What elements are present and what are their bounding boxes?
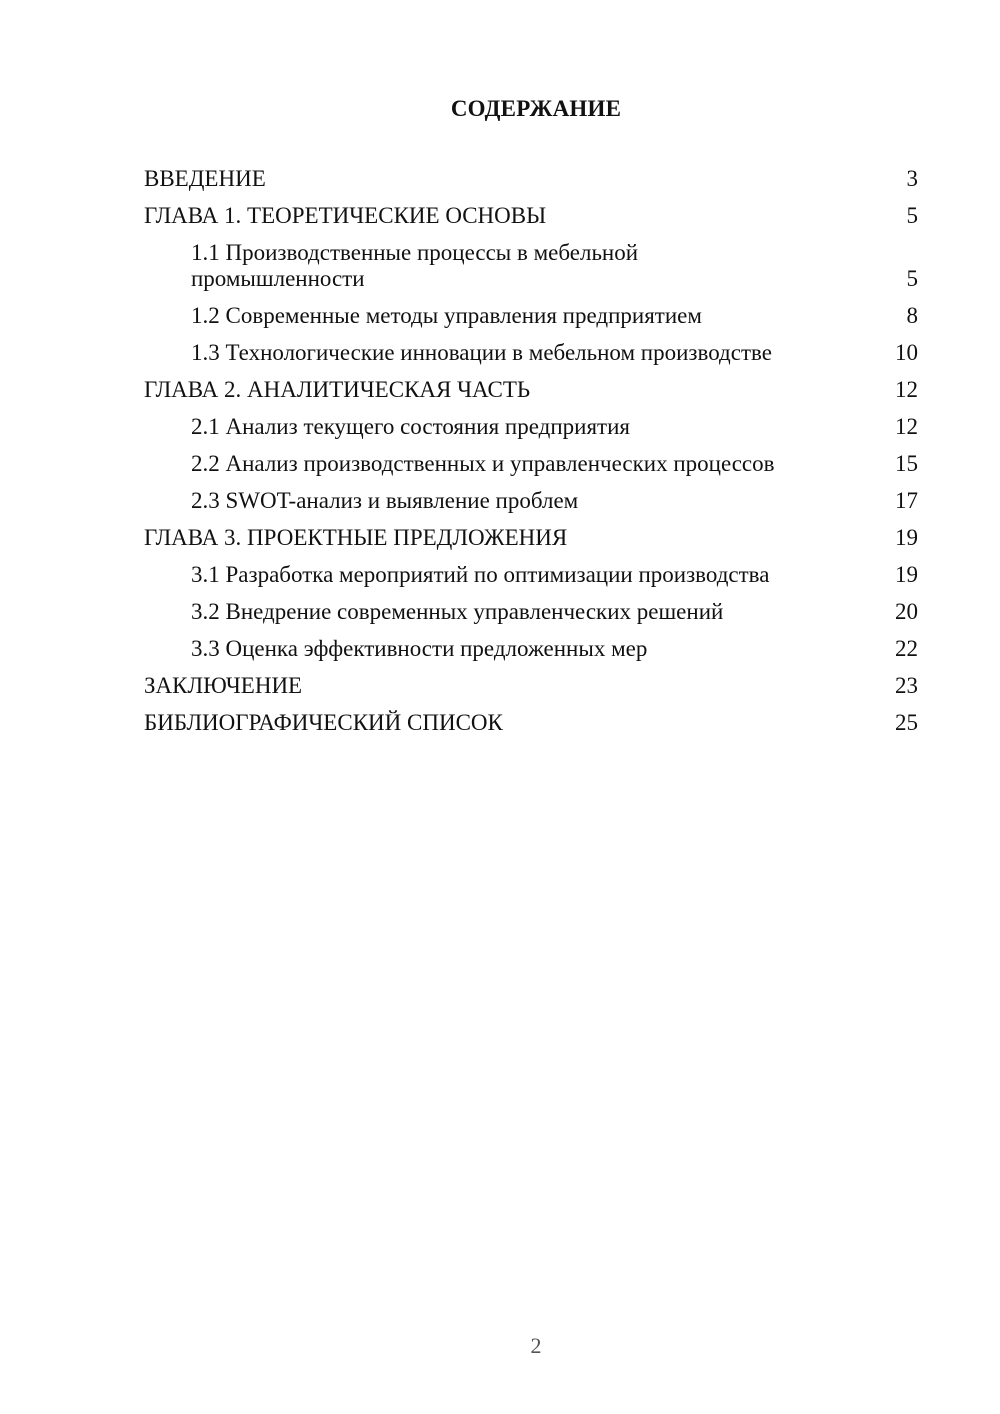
toc-entry-page: 19 [895,525,918,550]
toc-entry-label: ГЛАВА 2. АНАЛИТИЧЕСКАЯ ЧАСТЬ [144,377,531,402]
toc-entry-section-3-1[interactable] [144,562,918,599]
toc-entry-label: ГЛАВА 1. ТЕОРЕТИЧЕСКИЕ ОСНОВЫ [144,203,547,228]
toc-entry-label: ЗАКЛЮЧЕНИЕ [144,673,303,698]
toc-entry-conclusion[interactable] [144,673,918,710]
toc-entry-chapter-2[interactable] [144,377,918,414]
toc-entry-label: 1.3 Технологические инновации в мебельном производстве [191,340,772,365]
toc-entry-page: 15 [895,451,918,476]
toc-entry-label: 1.1 Производственные процессы в мебельной промышленности [191,240,639,291]
toc-entry-page: 12 [895,377,918,402]
toc-entry-label: БИБЛИОГРАФИЧЕСКИЙ СПИСОК [144,710,503,735]
toc-entry-introduction[interactable] [144,166,918,203]
toc-entry-section-3-3[interactable] [144,636,918,673]
toc-entry-page: 19 [895,562,918,587]
toc-entry-chapter-3[interactable] [144,525,918,562]
toc-entry-section-2-1[interactable] [144,414,918,451]
toc-entry-page: 8 [906,303,918,328]
toc-entry-page: 5 [906,203,918,228]
toc-entry-label: ГЛАВА 3. ПРОЕКТНЫЕ ПРЕДЛОЖЕНИЯ [144,525,568,550]
toc-entry-chapter-1[interactable] [144,203,918,240]
toc-entry-page: 23 [895,673,918,698]
toc-entry-section-1-3[interactable] [144,340,918,377]
toc-entry-section-2-2[interactable] [144,451,918,488]
toc-entry-section-1-1[interactable] [144,240,918,303]
toc-entry-label: 3.1 Разработка мероприятий по оптимизации производства [191,562,770,587]
toc-entry-section-1-2[interactable] [144,303,918,340]
toc-entry-section-2-3[interactable] [144,488,918,525]
toc-entry-page: 12 [895,414,918,439]
toc-entry-label: ВВЕДЕНИЕ [144,166,266,191]
toc-entry-page: 10 [895,340,918,365]
toc-entry-page: 25 [895,710,918,735]
toc-entry-label: 2.1 Анализ текущего состояния предприятия [191,414,630,439]
toc-entry-bibliography[interactable] [144,710,918,747]
toc-entry-page: 20 [895,599,918,624]
page-title: СОДЕРЖАНИЕ [450,96,622,121]
toc-entry-page: 5 [906,266,918,291]
toc-entry-label: 3.2 Внедрение современных управленческих решений [191,599,724,624]
toc-entry-page: 22 [895,636,918,661]
toc-entry-section-3-2[interactable] [144,599,918,636]
table-of-contents [144,166,918,747]
toc-entry-label: 2.3 SWOT-анализ и выявление проблем [191,488,579,513]
toc-entry-label: 2.2 Анализ производственных и управленческих процессов [191,451,775,476]
toc-entry-label: 3.3 Оценка эффективности предложенных мер [191,636,648,661]
toc-entry-page: 3 [906,166,918,191]
toc-entry-label: 1.2 Современные методы управления предприятием [191,303,702,328]
toc-entry-page: 17 [895,488,918,513]
page-number: 2 [530,1333,542,1358]
